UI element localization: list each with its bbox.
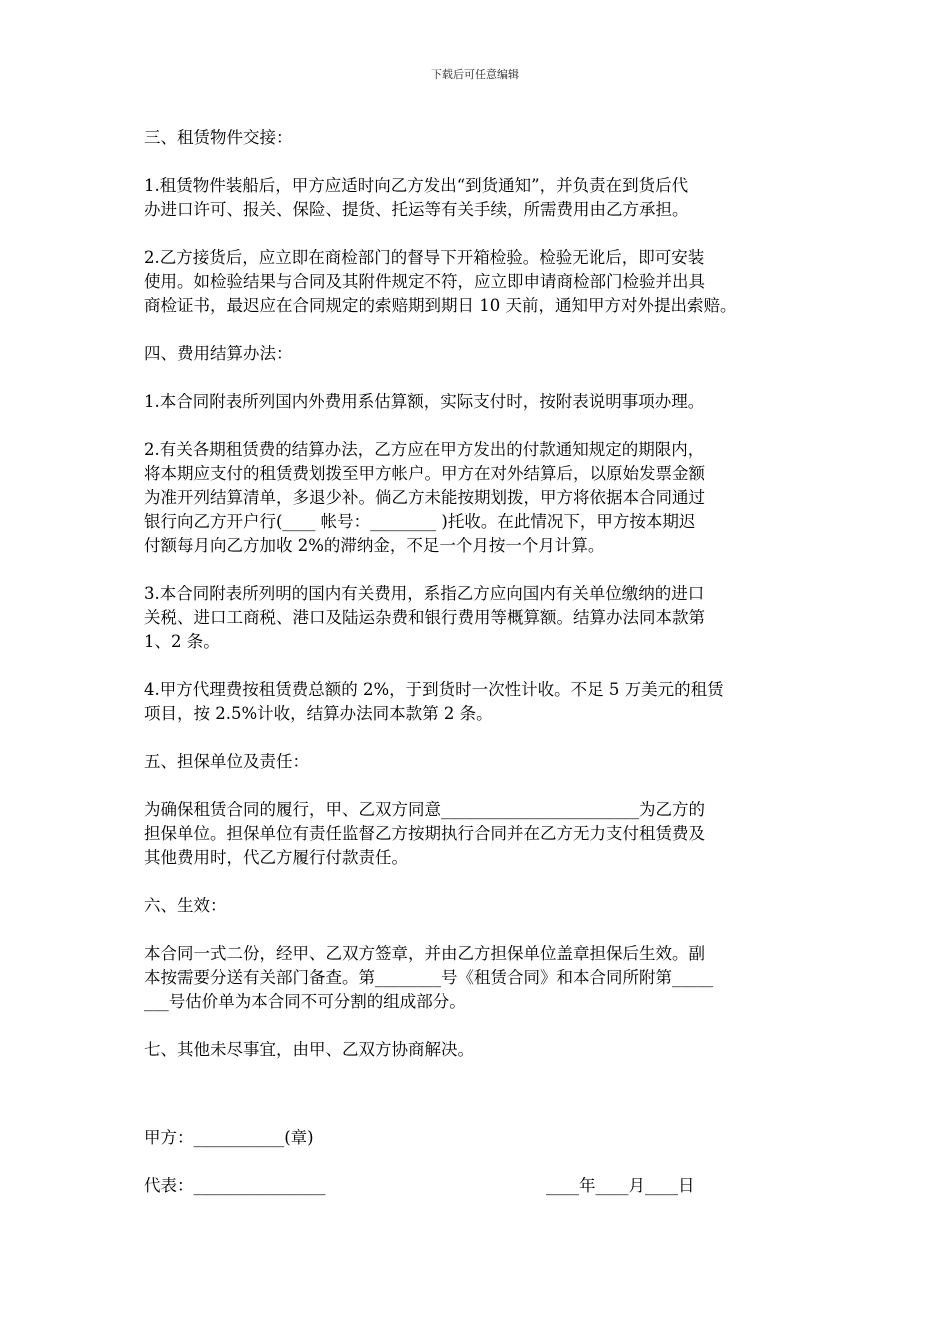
paragraph (144, 246, 824, 318)
paragraph-line: 2.有关各期租赁费的结算办法，乙方应在甲方发出的付款通知规定的期限内， (144, 440, 705, 459)
paragraph-line: 本合同一式二份，经甲、乙双方签章，并由乙方担保单位盖章担保后生效。副 (144, 944, 705, 963)
paragraph-line: 1.租赁物件装船后，甲方应适时向乙方发出“到货通知”，并负责在到货后代 (144, 176, 689, 195)
page-header: 下载后可任意编辑 (431, 68, 519, 81)
paragraph (144, 678, 824, 726)
paragraph-line: 付额每月向乙方加收 2%的滞纳金，不足一个月按一个月计算。 (144, 536, 605, 555)
paragraph (144, 798, 824, 870)
paragraph-line: 银行向乙方开户行(____ 帐号：________ )托收。在此情况下，甲方按本期迟 (144, 512, 696, 531)
paragraph-line: 其他费用时，代乙方履行付款责任。 (144, 848, 408, 867)
paragraph-line: 1、2 条。 (144, 632, 220, 651)
section-heading: 七、其他未尽事宜，由甲、乙双方协商解决。 (144, 1040, 474, 1059)
paragraph-line: 4.甲方代理费按租赁费总额的 2%，于到货时一次性计收。不足 5 万美元的租赁 (144, 680, 724, 699)
paragraph-line: 项目，按 2.5%计收，结算办法同本款第 2 条。 (144, 704, 493, 723)
party-a-signature-line: 甲方：___________(章) (144, 1128, 314, 1147)
paragraph-line: 本按需要分送有关部门备查。第________号《租赁合同》和本合同所附第_____ (144, 968, 714, 987)
date-line: ____年____月____日 (546, 1176, 695, 1195)
section-heading: 五、担保单位及责任： (144, 752, 309, 771)
paragraph-line: 为确保租赁合同的履行，甲、乙双方同意________________________为乙方的 (144, 800, 705, 819)
paragraph-line: 关税、进口工商税、港口及陆运杂费和银行费用等概算额。结算办法同本款第 (144, 608, 705, 627)
paragraph (144, 582, 824, 654)
section-heading: 六、生效： (144, 896, 227, 915)
spacer (144, 1086, 824, 1126)
paragraph (144, 438, 824, 558)
paragraph (144, 390, 824, 414)
paragraph-line: ___号估价单为本合同不可分割的组成部分。 (144, 992, 466, 1011)
paragraph-line: 为准开列结算清单，多退少补。倘乙方未能按期划拨，甲方将依据本合同通过 (144, 488, 705, 507)
paragraph-line: 办进口许可、报关、保险、提货、托运等有关手续，所需费用由乙方承担。 (144, 200, 689, 219)
section-heading: 三、租赁物件交接： (144, 128, 293, 147)
paragraph-line: 使用。如检验结果与合同及其附件规定不符，应立即申请商检部门检验并出具 (144, 272, 705, 291)
paragraph-line: 3.本合同附表所列明的国内有关费用，系指乙方应向国内有关单位缴纳的进口 (144, 584, 705, 603)
paragraph-line: 将本期应支付的租赁费划拨至甲方帐户。甲方在对外结算后，以原始发票金额 (144, 464, 705, 483)
paragraph-line: 担保单位。担保单位有责任监督乙方按期执行合同并在乙方无力支付租赁费及 (144, 824, 705, 843)
document-body (144, 126, 824, 1222)
paragraph-line: 1.本合同附表所列国内外费用系估算额，实际支付时，按附表说明事项办理。 (144, 392, 705, 411)
section-heading: 四、费用结算办法： (144, 344, 293, 363)
representative-signature-line: 代表：________________ (144, 1176, 326, 1195)
representative-row (144, 1174, 824, 1198)
paragraph-line: 商检证书，最迟应在合同规定的索赔期到期日 10 天前，通知甲方对外提出索赔。 (144, 296, 737, 315)
paragraph (144, 174, 824, 222)
paragraph (144, 942, 824, 1014)
paragraph-line: 2.乙方接货后，应立即在商检部门的督导下开箱检验。检验无讹后，即可安装 (144, 248, 705, 267)
